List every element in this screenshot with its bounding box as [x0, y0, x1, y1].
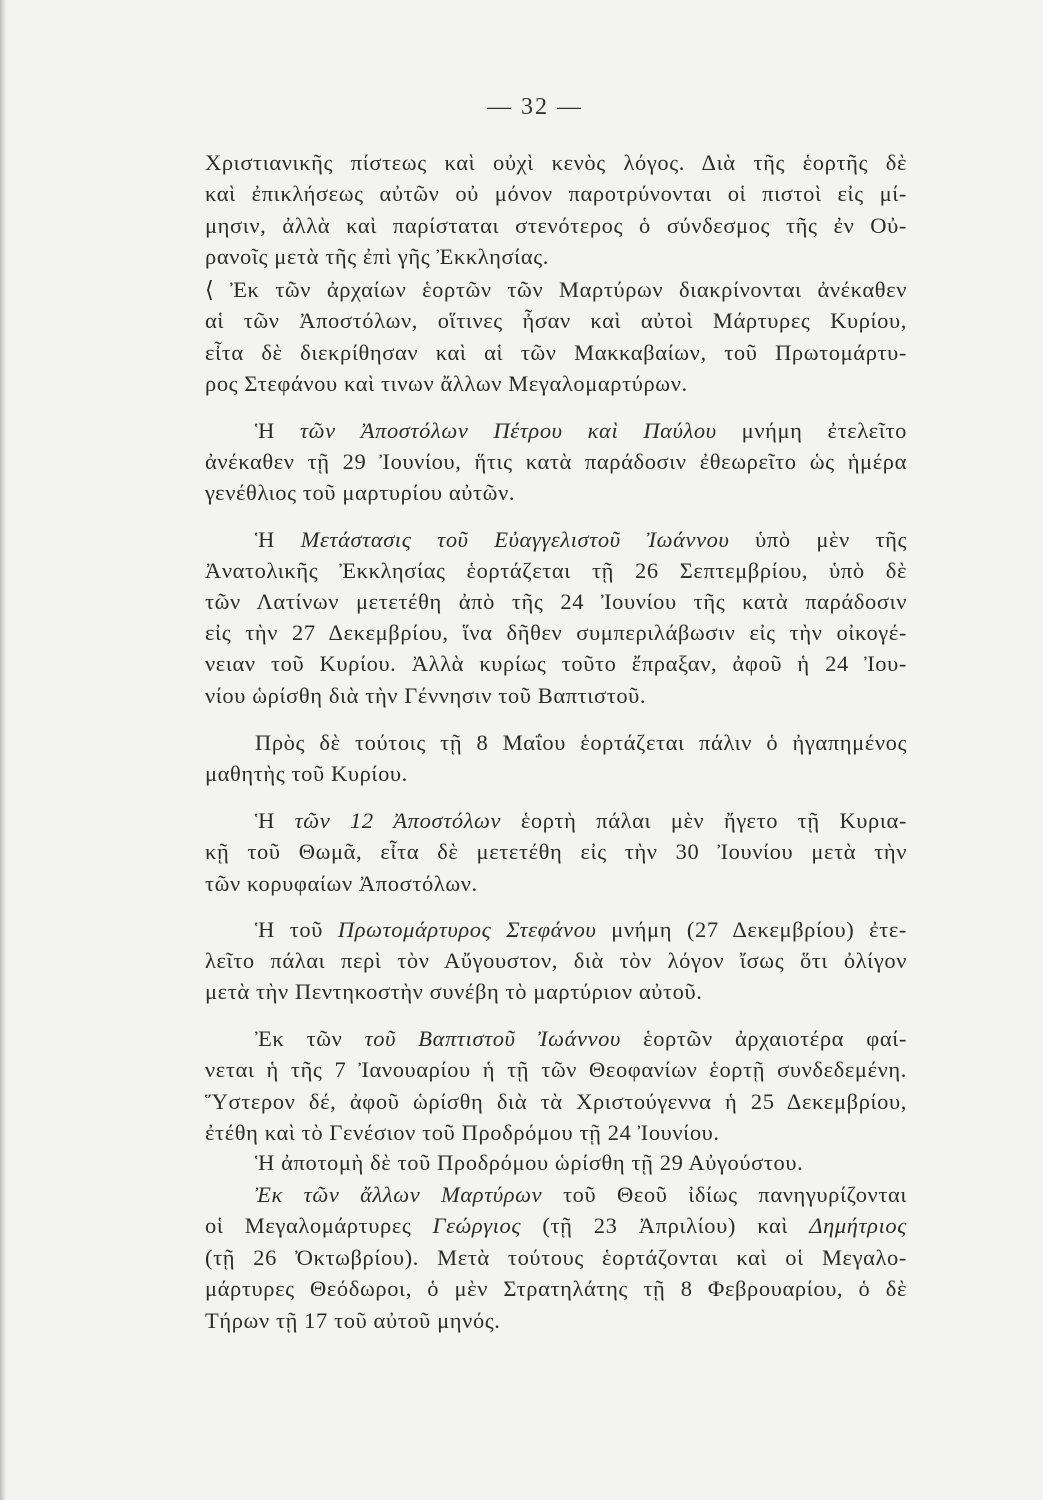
- text-run: λεῖτο πάλαι περὶ τὸν Αὔγουστον, διὰ τὸν λόγον ἴσως ὅτι ὀλίγον: [205, 948, 907, 973]
- text-run: νειαν τοῦ Κυρίου. Ἀλλὰ κυρίως τοῦτο ἔπραξαν, ἀφοῦ ἡ 24 Ἰου-: [205, 651, 907, 676]
- text-line: [205, 977, 907, 1007]
- text-run: Ὕστερον δέ, ἀφοῦ ὡρίσθη διὰ τὰ Χριστούγεννα ἡ 25 Δεκεμβρίου,: [205, 1089, 907, 1114]
- scan-edge: [0, 0, 6, 1500]
- text-run: Ἡ ἀποτομὴ δὲ τοῦ Προδρόμου ὡρίσθη τῇ 29 Αὐγούστου.: [255, 1150, 804, 1175]
- text-run: Τήρων τῇ 17 τοῦ αὐτοῦ μηνός.: [205, 1308, 501, 1333]
- text-run: Ἐκ τῶν: [255, 1026, 365, 1051]
- text-line: [205, 837, 907, 867]
- text-line: [205, 946, 907, 976]
- text-line: [205, 1274, 907, 1304]
- text-line: [205, 1087, 907, 1117]
- text-run: ἐτέθη καὶ τὸ Γενέσιον τοῦ Προδρόμου τῇ 24 Ἰουνίου.: [205, 1120, 720, 1145]
- italic-text: Γεώργιος: [432, 1213, 522, 1238]
- text-line: [205, 525, 907, 555]
- italic-text: τῶν Ἀποστόλων Πέτρου καὶ Παύλου: [299, 418, 717, 443]
- text-run: (τῇ 23 Ἀπριλίου) καὶ: [521, 1213, 810, 1238]
- text-line: [205, 806, 907, 836]
- italic-text: τοῦ Βαπτιστοῦ Ἰωάννου: [364, 1026, 621, 1051]
- text-line: [205, 1118, 907, 1148]
- text-run: μνήμη ἐτελεῖτο: [716, 418, 907, 443]
- text-run: μετὰ τὴν Πεντηκοστὴν συνέβη τὸ μαρτύριον αὐτοῦ.: [205, 979, 703, 1004]
- text-line: [205, 618, 907, 648]
- text-line: [205, 1180, 907, 1210]
- text-line: [205, 728, 907, 758]
- text-line: [205, 211, 907, 241]
- text-run: ⟨ Ἐκ τῶν ἀρχαίων ἑορτῶν τῶν Μαρτύρων διακρίνονται ἀνέκαθεν: [205, 277, 907, 302]
- text-run: ὑπὸ μὲν τῆς: [729, 527, 907, 552]
- text-run: μνήμη (27 Δεκεμβρίου) ἐτε-: [596, 917, 908, 942]
- text-line: [205, 478, 907, 508]
- text-line: [205, 416, 907, 446]
- text-line: [205, 1055, 907, 1085]
- text-line: [205, 369, 907, 399]
- page-number: — 32 —: [487, 94, 583, 120]
- text-run: ἑορτῶν ἀρχαιοτέρα φαί-: [620, 1026, 907, 1051]
- italic-text: Πρωτομάρτυρος Στεφάνου: [337, 917, 597, 942]
- text-line: [205, 681, 907, 711]
- text-line: [205, 179, 907, 209]
- text-line: [205, 306, 907, 336]
- text-line: [205, 869, 907, 899]
- text-line: [205, 275, 907, 305]
- text-run: εἶτα δὲ διεκρίθησαν καὶ αἱ τῶν Μακκαβαίων, τοῦ Πρωτομάρτυ-: [205, 340, 907, 365]
- text-line: [205, 649, 907, 679]
- text-run: τοῦ Θεοῦ ἰδίως πανηγυρίζονται: [542, 1182, 907, 1207]
- italic-text: Ἐκ τῶν ἄλλων Μαρτύρων: [255, 1182, 543, 1207]
- text-run: γενέθλιος τοῦ μαρτυρίου αὐτῶν.: [205, 480, 516, 505]
- text-run: μάρτυρες Θεόδωροι, ὁ μὲν Στρατηλάτης τῇ 8 Φεβρουαρίου, ὁ δὲ: [205, 1276, 907, 1301]
- text-run: ρος Στεφάνου καὶ τινων ἄλλων Μεγαλομαρτύρων.: [205, 371, 688, 396]
- text-run: τῶν κορυφαίων Ἀποστόλων.: [205, 871, 478, 896]
- text-line: [205, 556, 907, 586]
- text-line: [205, 148, 907, 178]
- text-run: αἱ τῶν Ἀποστόλων, οἵτινες ἦσαν καὶ αὐτοὶ Μάρτυρες Κυρίου,: [205, 308, 907, 333]
- text-run: Χριστιανικῆς πίστεως καὶ οὐχὶ κενὸς λόγος. Διὰ τῆς ἑορτῆς δὲ: [205, 150, 907, 175]
- italic-text: τῶν 12 Ἀποστόλων: [294, 808, 502, 833]
- text-line: [205, 447, 907, 477]
- text-line: [205, 759, 907, 789]
- text-line: [205, 1306, 907, 1336]
- text-run: Ἡ: [255, 527, 301, 552]
- text-run: τῶν Λατίνων μετετέθη ἀπὸ τῆς 24 Ἰουνίου τῆς κατὰ παράδοσιν: [205, 589, 907, 614]
- text-line: [205, 1148, 907, 1178]
- text-run: εἰς τὴν 27 Δεκεμβρίου, ἵνα δῆθεν συμπεριλάβωσιν εἰς τὴν οἰκογέ-: [205, 620, 907, 645]
- text-line: [205, 915, 907, 945]
- text-line: [205, 338, 907, 368]
- text-run: ἑορτὴ πάλαι μὲν ἤγετο τῇ Κυρια-: [501, 808, 907, 833]
- text-run: Ἡ: [255, 808, 295, 833]
- text-line: [205, 587, 907, 617]
- text-run: οἱ Μεγαλομάρτυρες: [205, 1213, 433, 1238]
- text-line: [205, 1243, 907, 1273]
- text-line: [205, 1024, 907, 1054]
- text-run: κῇ τοῦ Θωμᾶ, εἶτα δὲ μετετέθη εἰς τὴν 30 Ἰουνίου μετὰ τὴν: [205, 839, 907, 864]
- text-run: Ἡ τοῦ: [255, 917, 338, 942]
- text-run: Ἀνατολικῆς Ἐκκλησίας ἑορτάζεται τῇ 26 Σεπτεμβρίου, ὑπὸ δὲ: [205, 558, 907, 583]
- text-run: καὶ ἐπικλήσεως αὐτῶν οὐ μόνον παροτρύνονται οἱ πιστοὶ εἰς μί-: [205, 181, 907, 206]
- italic-text: Μετάστασις τοῦ Εὐαγγελιστοῦ Ἰωάννου: [300, 527, 730, 552]
- text-line: [205, 1211, 907, 1241]
- text-run: νεται ἡ τῆς 7 Ἰανουαρίου ἡ τῇ τῶν Θεοφανίων ἑορτῇ συνδεδεμένη.: [205, 1057, 907, 1082]
- text-run: νίου ὡρίσθη διὰ τὴν Γέννησιν τοῦ Βαπτιστοῦ.: [205, 683, 647, 708]
- text-run: Ἡ: [255, 418, 300, 443]
- italic-text: Δημήτριος: [809, 1213, 908, 1238]
- text-run: μαθητὴς τοῦ Κυρίου.: [205, 761, 408, 786]
- text-run: ἀνέκαθεν τῇ 29 Ἰουνίου, ἥτις κατὰ παράδοσιν ἐθεωρεῖτο ὡς ἡμέρα: [205, 449, 907, 474]
- text-run: μησιν, ἀλλὰ καὶ παρίσταται στενότερος ὁ σύνδεσμος τῆς ἐν Οὐ-: [205, 213, 907, 238]
- text-run: ρανοῖς μετὰ τῆς ἐπὶ γῆς Ἐκκλησίας.: [205, 244, 549, 269]
- text-run: (τῇ 26 Ὀκτωβρίου). Μετὰ τούτους ἑορτάζονται καὶ οἱ Μεγαλο-: [205, 1245, 907, 1270]
- text-line: [205, 242, 907, 272]
- text-run: Πρὸς δὲ τούτοις τῇ 8 Μαΐου ἑορτάζεται πάλιν ὁ ἠγαπημένος: [255, 730, 907, 755]
